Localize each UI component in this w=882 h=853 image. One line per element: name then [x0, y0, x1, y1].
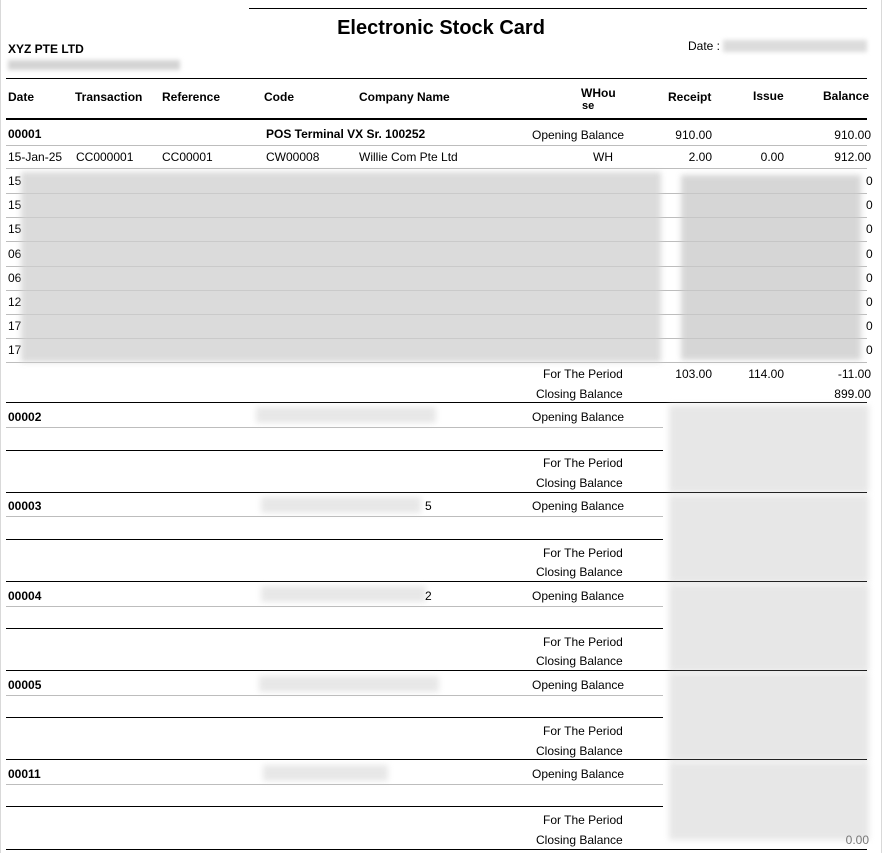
group6-description-redacted	[263, 765, 388, 781]
group1-period-balance: -11.00	[837, 367, 871, 381]
group2-description-redacted	[256, 407, 436, 423]
company-name: XYZ PTE LTD	[8, 42, 84, 56]
group6-period-label: For The Period	[543, 813, 623, 827]
group4-amounts-redacted	[669, 584, 869, 672]
row-issue: 0.00	[760, 150, 784, 164]
group1-opening-receipt: 910.00	[675, 128, 712, 142]
group6-opening-label: Opening Balance	[532, 767, 625, 781]
group1-period-receipt: 103.00	[675, 367, 712, 381]
row-transaction: CC000001	[76, 150, 134, 164]
blurred-row-date-prefix: 12	[8, 295, 22, 309]
blurred-row-balance-suffix: 0	[866, 343, 873, 357]
col-header-date: Date	[8, 90, 35, 104]
col-header-receipt: Receipt	[668, 90, 712, 104]
group3-period-label: For The Period	[543, 546, 623, 560]
blurred-row-balance-suffix: 0	[866, 174, 873, 188]
row-divider	[6, 539, 663, 540]
group6-item-no: 00011	[8, 767, 41, 781]
col-header-company-name: Company Name	[359, 90, 450, 104]
group2-closing-label: Closing Balance	[536, 476, 623, 490]
blurred-row-balance-suffix: 0	[866, 222, 873, 236]
group2-opening-label: Opening Balance	[532, 410, 625, 424]
group5-opening-label: Opening Balance	[532, 678, 625, 692]
date-value-redacted	[723, 40, 867, 52]
blurred-row-date-prefix: 06	[8, 271, 22, 285]
group1-item-no: 00001	[8, 127, 42, 141]
blurred-row-date-prefix: 15	[8, 174, 22, 188]
group3-closing-label: Closing Balance	[536, 565, 623, 579]
header-bottom-rule	[6, 118, 867, 120]
col-header-reference: Reference	[162, 90, 221, 104]
col-header-whouse-line2: se	[582, 100, 595, 112]
group-divider	[6, 492, 867, 493]
row-divider	[6, 784, 663, 785]
group3-description-tail: 5	[425, 499, 432, 513]
row-divider	[6, 516, 663, 517]
group-divider	[6, 581, 867, 582]
group1-period-issue: 114.00	[748, 367, 784, 381]
blurred-row-balance-suffix: 0	[866, 271, 873, 285]
row-date: 15-Jan-25	[8, 150, 63, 164]
blurred-row-date-prefix: 17	[8, 319, 22, 333]
group5-closing-label: Closing Balance	[536, 744, 623, 758]
row-divider	[6, 168, 867, 169]
group1-closing-label: Closing Balance	[536, 387, 623, 401]
group1-opening-label: Opening Balance	[532, 128, 625, 142]
group4-description-tail: 2	[425, 589, 432, 603]
date-label: Date :	[688, 39, 721, 53]
redacted-rows-overlay	[21, 172, 661, 362]
row-divider	[6, 450, 663, 451]
row-receipt: 2.00	[688, 150, 712, 164]
group6-amounts-redacted	[669, 762, 869, 840]
group2-amounts-redacted	[669, 405, 869, 493]
group6-closing-label: Closing Balance	[536, 833, 623, 847]
blurred-row-balance-suffix: 0	[866, 198, 873, 212]
group3-item-no: 00003	[8, 499, 42, 513]
group3-opening-label: Opening Balance	[532, 499, 625, 513]
group3-description-redacted	[261, 497, 421, 513]
report-title: Electronic Stock Card	[337, 17, 545, 39]
col-header-balance: Balance	[823, 89, 870, 103]
group1-period-label: For The Period	[543, 367, 623, 381]
row-divider	[6, 362, 867, 363]
row-divider	[6, 606, 663, 607]
blurred-row-balance-suffix: 0	[866, 319, 873, 333]
row-reference: CC00001	[162, 150, 213, 164]
blurred-row-balance-suffix: 0	[866, 295, 873, 309]
group5-item-no: 00005	[8, 678, 42, 692]
group4-description-redacted	[261, 586, 426, 602]
blurred-row-date-prefix: 15	[8, 198, 22, 212]
group1-opening-balance: 910.00	[834, 128, 871, 142]
group-divider	[6, 759, 867, 760]
row-divider	[6, 695, 663, 696]
group4-closing-label: Closing Balance	[536, 654, 623, 668]
row-whouse: WH	[593, 150, 613, 164]
blurred-row-date-prefix: 06	[8, 247, 22, 261]
group-divider	[6, 849, 867, 850]
blurred-row-date-prefix: 15	[8, 222, 22, 236]
group3-amounts-redacted	[669, 495, 869, 583]
group2-item-no: 00002	[8, 410, 42, 424]
group6-closing-balance-tail: 0.00	[845, 833, 869, 847]
row-divider	[6, 717, 663, 718]
blurred-row-date-prefix: 17	[8, 343, 22, 357]
col-header-whouse-line1: WHou	[581, 86, 616, 100]
header-top-rule	[6, 78, 867, 79]
col-header-code: Code	[264, 90, 294, 104]
group5-period-label: For The Period	[543, 724, 623, 738]
group5-amounts-redacted	[669, 673, 869, 761]
group-divider	[6, 402, 867, 403]
group5-description-redacted	[259, 676, 439, 692]
group4-opening-label: Opening Balance	[532, 589, 625, 603]
row-company-name: Willie Com Pte Ltd	[359, 150, 458, 164]
group2-period-label: For The Period	[543, 456, 623, 470]
group4-period-label: For The Period	[543, 635, 623, 649]
group4-item-no: 00004	[8, 589, 42, 603]
row-code: CW00008	[266, 150, 320, 164]
address-redacted	[8, 60, 180, 70]
row-balance: 912.00	[834, 150, 871, 164]
row-divider	[6, 806, 663, 807]
group-divider	[6, 670, 867, 671]
row-divider	[6, 427, 663, 428]
redacted-amounts-overlay	[681, 175, 861, 360]
row-divider	[6, 145, 867, 146]
group1-closing-balance: 899.00	[834, 387, 871, 401]
col-header-transaction: Transaction	[75, 90, 143, 104]
col-header-issue: Issue	[753, 89, 784, 103]
blurred-row-balance-suffix: 0	[866, 247, 873, 261]
row-divider	[6, 628, 663, 629]
top-rule	[249, 8, 867, 9]
group1-description: POS Terminal VX Sr. 100252	[266, 127, 426, 141]
